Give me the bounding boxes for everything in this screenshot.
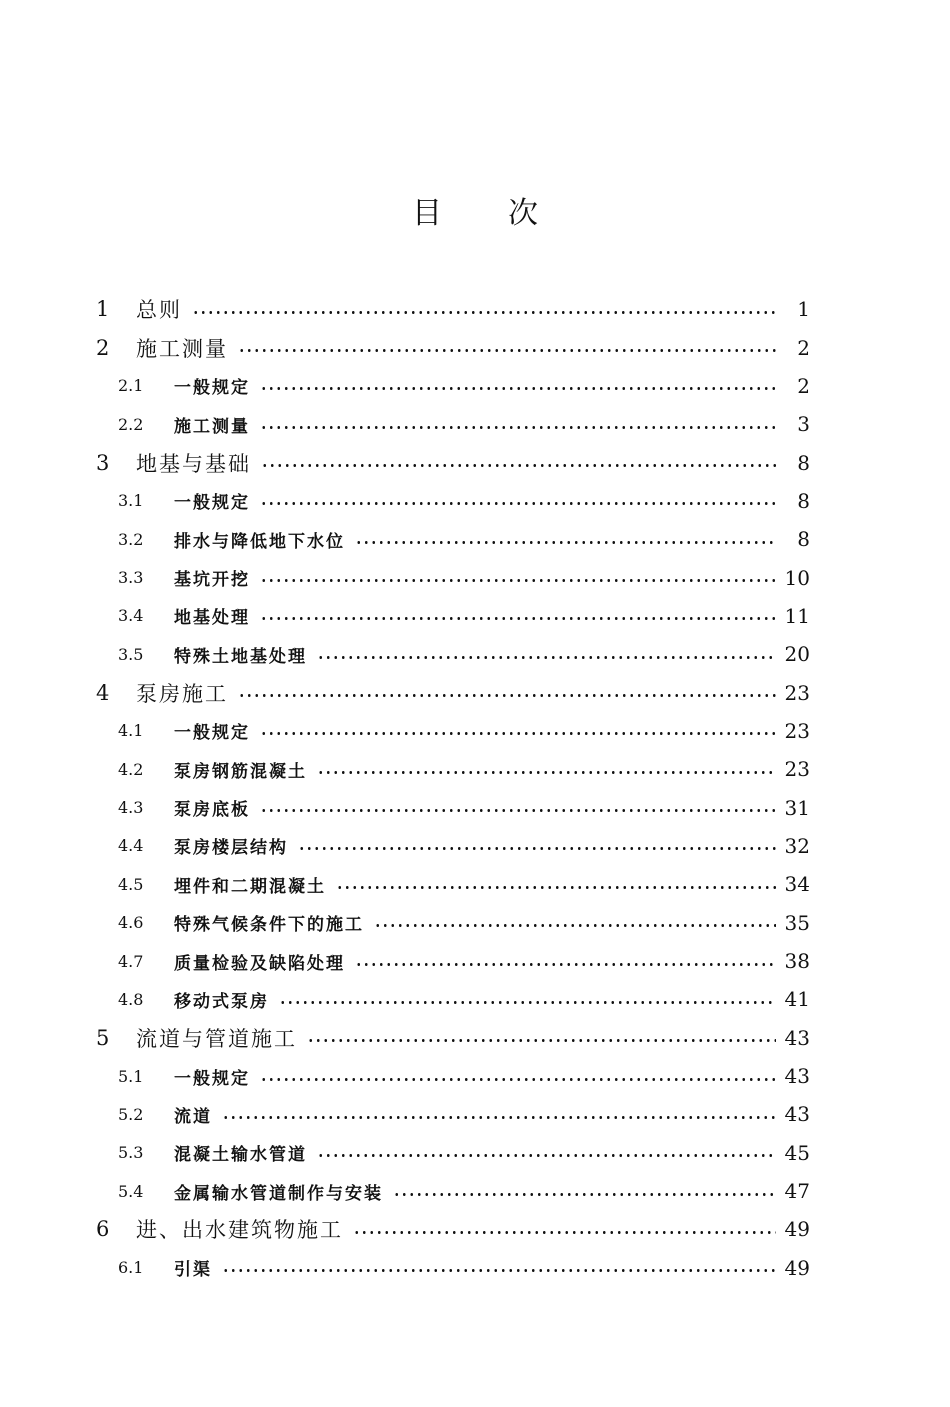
toc-entry-title: 特殊气候条件下的施工 <box>174 915 364 936</box>
toc-section-entry[interactable] <box>0 980 950 1018</box>
toc-section-entry[interactable] <box>0 1057 950 1095</box>
toc-entry-number: 4.2 <box>118 759 144 779</box>
dot-leader <box>260 425 776 429</box>
toc-entry-number: 3.1 <box>118 491 144 511</box>
toc-entry-page-number: 34 <box>784 872 810 897</box>
dot-leader <box>260 387 776 391</box>
toc-entry-title: 泵房钢筋混凝土 <box>174 761 307 782</box>
toc-entry-title: 一般规定 <box>174 378 250 399</box>
dot-leader <box>317 1154 776 1158</box>
dot-leader <box>192 310 776 314</box>
toc-entry-title: 移动式泵房 <box>174 991 269 1012</box>
toc-entry-title: 质量检验及缺陷处理 <box>174 953 345 974</box>
toc-entry-number: 3.4 <box>118 606 144 626</box>
toc-section-entry[interactable] <box>0 865 950 903</box>
toc-entry-page-number: 41 <box>784 987 810 1012</box>
toc-entry-number: 6 <box>96 1217 110 1242</box>
toc-chapter-entry[interactable] <box>0 328 950 366</box>
toc-entry-number: 1 <box>96 297 110 322</box>
toc-section-entry[interactable] <box>0 942 950 980</box>
toc-entry-page-number: 11 <box>784 603 810 628</box>
toc-entry-number: 5.4 <box>118 1181 144 1201</box>
toc-entry-page-number: 2 <box>797 373 810 398</box>
toc-entry-title: 埋件和二期混凝土 <box>174 876 326 897</box>
dot-leader <box>260 502 776 506</box>
dot-leader <box>298 847 776 851</box>
dot-leader <box>355 540 776 544</box>
dot-leader <box>260 809 776 813</box>
dot-leader <box>374 924 776 928</box>
toc-entry-title: 总则 <box>136 298 182 323</box>
toc-entry-title: 排水与降低地下水位 <box>174 531 345 552</box>
toc-entry-page-number: 8 <box>797 450 810 475</box>
toc-entry-number: 5.2 <box>118 1104 144 1124</box>
toc-entry-page-number: 43 <box>784 1025 810 1050</box>
toc-entry-number: 4.7 <box>118 951 144 971</box>
toc-entry-page-number: 43 <box>784 1102 810 1127</box>
toc-entry-page-number: 35 <box>784 910 810 935</box>
toc-entry-page-number: 10 <box>784 565 810 590</box>
toc-entry-title: 金属输水管道制作与安装 <box>174 1183 383 1204</box>
toc-chapter-entry[interactable] <box>0 290 950 328</box>
toc-entry-page-number: 3 <box>797 412 810 437</box>
toc-entry-title: 地基处理 <box>174 608 250 629</box>
dot-leader <box>279 1000 776 1004</box>
toc-entry-page-number: 45 <box>784 1140 810 1165</box>
toc-entry-number: 3.3 <box>118 568 144 588</box>
dot-leader <box>260 732 776 736</box>
toc-entry-page-number: 31 <box>784 795 810 820</box>
toc-entry-title: 流道与管道施工 <box>136 1026 297 1051</box>
dot-leader <box>260 617 776 621</box>
toc-entry-page-number: 8 <box>797 488 810 513</box>
dot-leader <box>355 962 776 966</box>
page-title <box>0 188 950 232</box>
table-of-contents <box>0 290 950 1287</box>
dot-leader <box>317 655 776 659</box>
toc-entry-page-number: 43 <box>784 1064 810 1089</box>
toc-section-entry[interactable] <box>0 1134 950 1172</box>
toc-entry-page-number: 20 <box>784 642 810 667</box>
toc-section-entry[interactable] <box>0 904 950 942</box>
dot-leader <box>261 464 776 468</box>
toc-entry-title: 一般规定 <box>174 723 250 744</box>
toc-entry-title: 特殊土地基处理 <box>174 646 307 667</box>
toc-chapter-entry[interactable] <box>0 1210 950 1248</box>
toc-entry-number: 3 <box>96 450 110 475</box>
page-title-char-1: 目 <box>412 196 442 231</box>
dot-leader <box>336 885 776 889</box>
toc-entry-number: 3.5 <box>118 644 144 664</box>
dot-leader <box>393 1192 776 1196</box>
toc-entry-page-number: 49 <box>784 1217 810 1242</box>
toc-section-entry[interactable] <box>0 750 950 788</box>
toc-entry-page-number: 32 <box>784 833 810 858</box>
toc-section-entry[interactable] <box>0 1095 950 1133</box>
toc-entry-page-number: 1 <box>797 297 810 322</box>
toc-section-entry[interactable] <box>0 405 950 443</box>
toc-section-entry[interactable] <box>0 482 950 520</box>
toc-entry-number: 4.5 <box>118 874 144 894</box>
toc-entry-page-number: 38 <box>784 949 810 974</box>
toc-entry-title: 地基与基础 <box>136 451 251 476</box>
toc-entry-number: 4 <box>96 680 110 705</box>
toc-section-entry[interactable] <box>0 635 950 673</box>
dot-leader <box>317 770 776 774</box>
toc-entry-title: 泵房楼层结构 <box>174 838 288 859</box>
toc-chapter-entry[interactable] <box>0 1019 950 1057</box>
toc-entry-number: 4.1 <box>118 721 144 741</box>
toc-entry-number: 2 <box>96 335 110 360</box>
toc-entry-number: 5.3 <box>118 1143 144 1163</box>
toc-entry-page-number: 23 <box>784 757 810 782</box>
toc-entry-page-number: 47 <box>784 1179 810 1204</box>
dot-leader <box>353 1230 776 1234</box>
toc-entry-page-number: 49 <box>784 1255 810 1280</box>
toc-entry-number: 5.1 <box>118 1066 144 1086</box>
toc-entry-title: 混凝土输水管道 <box>174 1145 307 1166</box>
toc-entry-title: 施工测量 <box>136 336 228 361</box>
dot-leader <box>238 349 776 353</box>
toc-entry-number: 4.3 <box>118 798 144 818</box>
toc-entry-number: 2.2 <box>118 414 144 434</box>
toc-entry-number: 3.2 <box>118 529 144 549</box>
toc-entry-title: 流道 <box>174 1106 212 1127</box>
toc-entry-title: 泵房底板 <box>174 800 250 821</box>
toc-chapter-entry[interactable] <box>0 673 950 711</box>
toc-section-entry[interactable] <box>0 597 950 635</box>
dot-leader <box>260 579 776 583</box>
toc-section-entry[interactable] <box>0 788 950 826</box>
toc-entry-page-number: 23 <box>784 680 810 705</box>
dot-leader <box>307 1039 776 1043</box>
toc-entry-title: 一般规定 <box>174 493 250 514</box>
toc-entry-title: 进、出水建筑物施工 <box>136 1218 343 1243</box>
toc-entry-number: 2.1 <box>118 376 144 396</box>
toc-chapter-entry[interactable] <box>0 443 950 481</box>
toc-entry-page-number: 2 <box>797 335 810 360</box>
toc-section-entry[interactable] <box>0 367 950 405</box>
toc-section-entry[interactable] <box>0 1249 950 1287</box>
toc-entry-title: 施工测量 <box>174 416 250 437</box>
toc-section-entry[interactable] <box>0 558 950 596</box>
dot-leader <box>260 1077 776 1081</box>
page-title-char-2: 次 <box>508 196 538 231</box>
toc-entry-number: 4.4 <box>118 836 144 856</box>
toc-entry-title: 一般规定 <box>174 1068 250 1089</box>
toc-entry-number: 5 <box>96 1025 110 1050</box>
toc-section-entry[interactable] <box>0 827 950 865</box>
toc-entry-title: 引渠 <box>174 1260 212 1281</box>
dot-leader <box>238 694 776 698</box>
toc-section-entry[interactable] <box>0 1172 950 1210</box>
toc-entry-page-number: 23 <box>784 718 810 743</box>
toc-entry-title: 基坑开挖 <box>174 570 250 591</box>
toc-entry-number: 4.8 <box>118 989 144 1009</box>
toc-entry-page-number: 8 <box>797 527 810 552</box>
toc-entry-number: 6.1 <box>118 1258 144 1278</box>
toc-entry-title: 泵房施工 <box>136 681 228 706</box>
toc-section-entry[interactable] <box>0 520 950 558</box>
dot-leader <box>222 1269 776 1273</box>
dot-leader <box>222 1115 776 1119</box>
toc-entry-number: 4.6 <box>118 913 144 933</box>
toc-section-entry[interactable] <box>0 712 950 750</box>
